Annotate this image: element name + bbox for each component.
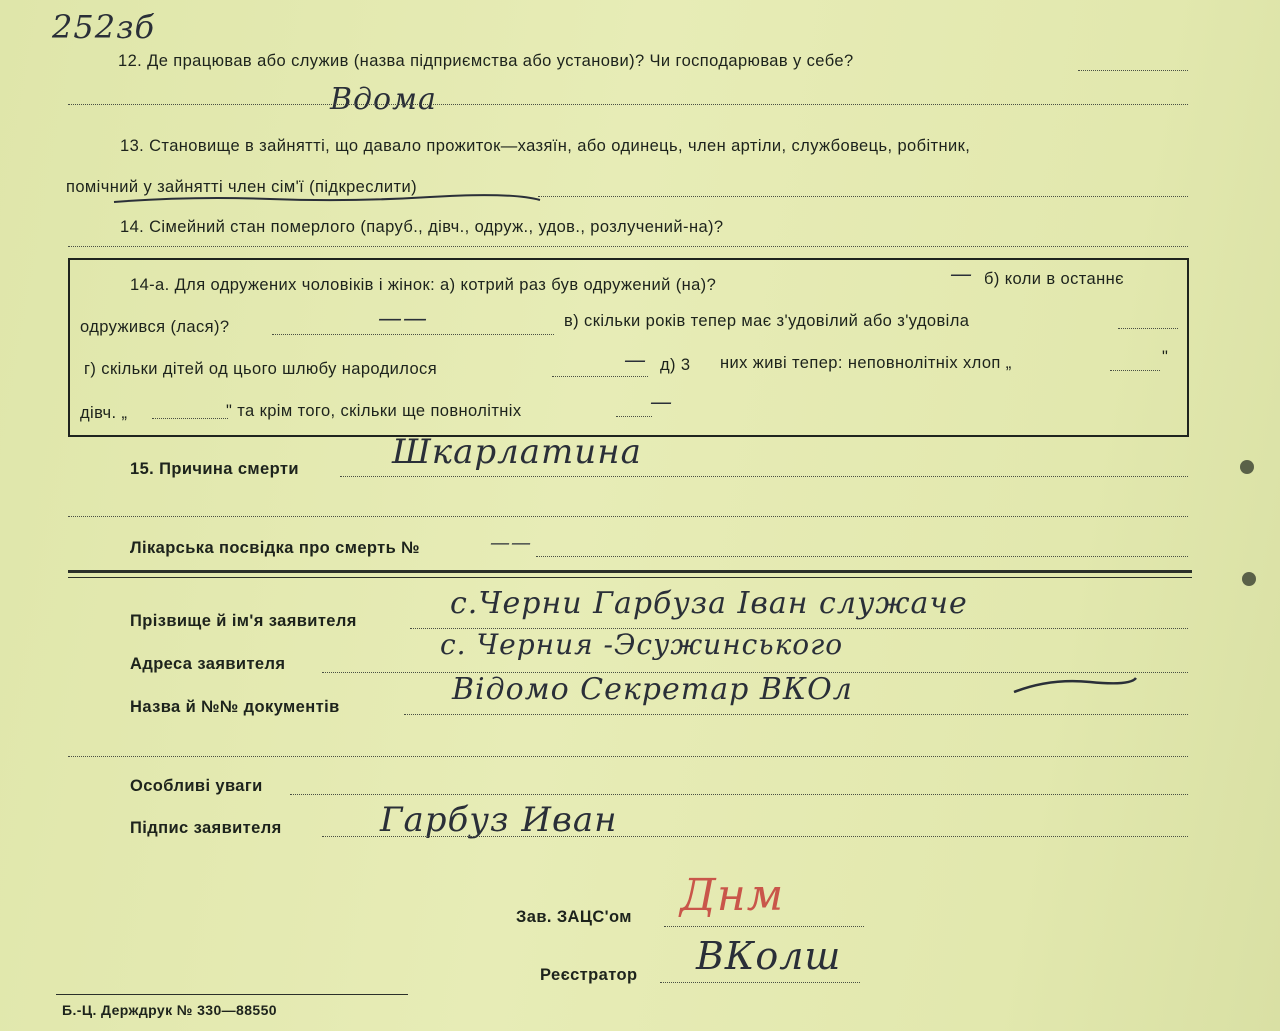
- q13-line1: 13. Становище в зайнятті, що давало прожиток—хазяїн, або одинець, член артіли, службовець, робітник,: [120, 137, 971, 155]
- footer-rule: [56, 994, 408, 995]
- q14a-line3-mid: д) 3: [660, 356, 691, 374]
- q14a-line1-end: б) коли в останнє: [984, 270, 1124, 288]
- medical-dotted-line: [536, 556, 1188, 557]
- blank-line: [68, 756, 1188, 757]
- q13-line2: помічний у зайнятті член сім'ї (підкреслити): [66, 178, 417, 196]
- q14-label: 14. Сімейний стан померлого (паруб., дівч., одруж., удов., розлучений-на)?: [120, 218, 724, 236]
- corner-number: 252зб: [52, 8, 156, 46]
- q14a-line4-mid: " та крім того, скільки ще повнолітніх: [226, 402, 522, 420]
- applicant-address-value: с. Черния -Эсужинського: [440, 628, 844, 661]
- applicant-docs-value: Відомо Секретар ВКОл: [452, 672, 853, 707]
- q15-label: 15. Причина смерти: [130, 460, 299, 478]
- head-signature: Днм: [680, 870, 785, 921]
- q13-dotted-line: [538, 196, 1188, 197]
- divider-top: [68, 570, 1192, 573]
- q15-second-line: [68, 516, 1188, 517]
- applicant-address-label: Адреса заявителя: [130, 655, 286, 673]
- applicant-name-value: с.Черни Гарбуза Іван служаче: [450, 586, 968, 621]
- q15-dotted-line: [340, 476, 1188, 477]
- q14a-line2-dots: [272, 334, 554, 335]
- q14a-line4-dots: [152, 418, 228, 419]
- registrar-label: Реєстратор: [540, 966, 638, 984]
- q14a-answer-a: —: [950, 262, 973, 287]
- q12-answer-line: [68, 104, 1188, 105]
- applicant-docs-label: Назва й №№ документів: [130, 698, 340, 716]
- binder-hole: [1240, 460, 1254, 474]
- q14a-line2-end-dots: [1118, 328, 1178, 329]
- applicant-docs-flourish: [1010, 670, 1140, 700]
- applicant-signature: Гарбуз Иван: [380, 800, 618, 840]
- notes-label: Особливі уваги: [130, 777, 263, 795]
- q14a-line3-quote: ": [1162, 348, 1169, 366]
- q14a-line1: 14-а. Для одружених чоловіків і жінок: а) котрий раз був одружений (на)?: [130, 276, 717, 294]
- applicant-name-label: Прізвище й ім'я заявителя: [130, 612, 357, 630]
- registrar-line: [660, 982, 860, 983]
- signature-label: Підпис заявителя: [130, 819, 282, 837]
- footer-print-code: Б.-Ц. Держдрук № 330—88550: [62, 1002, 277, 1018]
- binder-hole: [1242, 572, 1256, 586]
- signature-line: [322, 836, 1188, 837]
- q14a-answer-e: —: [650, 390, 673, 415]
- q14a-line3: г) скільки дітей од цього шлюбу народилося: [84, 360, 438, 378]
- q12-label: 12. Де працював або служив (назва підприємства або установи)? Чи господарював у себе?: [118, 52, 854, 70]
- registrar-signature: ВКолш: [696, 934, 842, 978]
- q14a-line3-end: них живі тепер: неповнолітніх хлоп „: [720, 354, 1012, 372]
- notes-line: [290, 794, 1188, 795]
- q14a-line4-end-dots: [616, 416, 652, 417]
- q14a-line2: одружився (лася)?: [80, 318, 230, 336]
- q14a-line4: дівч. „: [80, 404, 128, 422]
- q14a-line3-end-dots: [1110, 370, 1160, 371]
- q15-answer: Шкарлатина: [392, 432, 642, 472]
- q13-underline: [110, 188, 550, 208]
- applicant-docs-line: [404, 714, 1188, 715]
- q14a-answer-c: —: [624, 348, 647, 373]
- medical-answer: ——: [490, 530, 532, 554]
- q14a-answer-b: ——: [378, 304, 428, 332]
- q14a-line2-end: в) скільки років тепер має з'удовілий або з'удовіла: [564, 312, 970, 330]
- q14-dotted-line: [68, 246, 1188, 247]
- head-line: [664, 926, 864, 927]
- head-label: Зав. ЗАЦС'ом: [516, 908, 632, 926]
- q12-answer: Вдома: [330, 82, 437, 117]
- q14a-line3-dots: [552, 376, 648, 377]
- divider-bottom: [68, 577, 1192, 578]
- medical-label: Лікарська посвідка про смерть №: [130, 539, 420, 557]
- q12-dotted-line: [1078, 70, 1188, 71]
